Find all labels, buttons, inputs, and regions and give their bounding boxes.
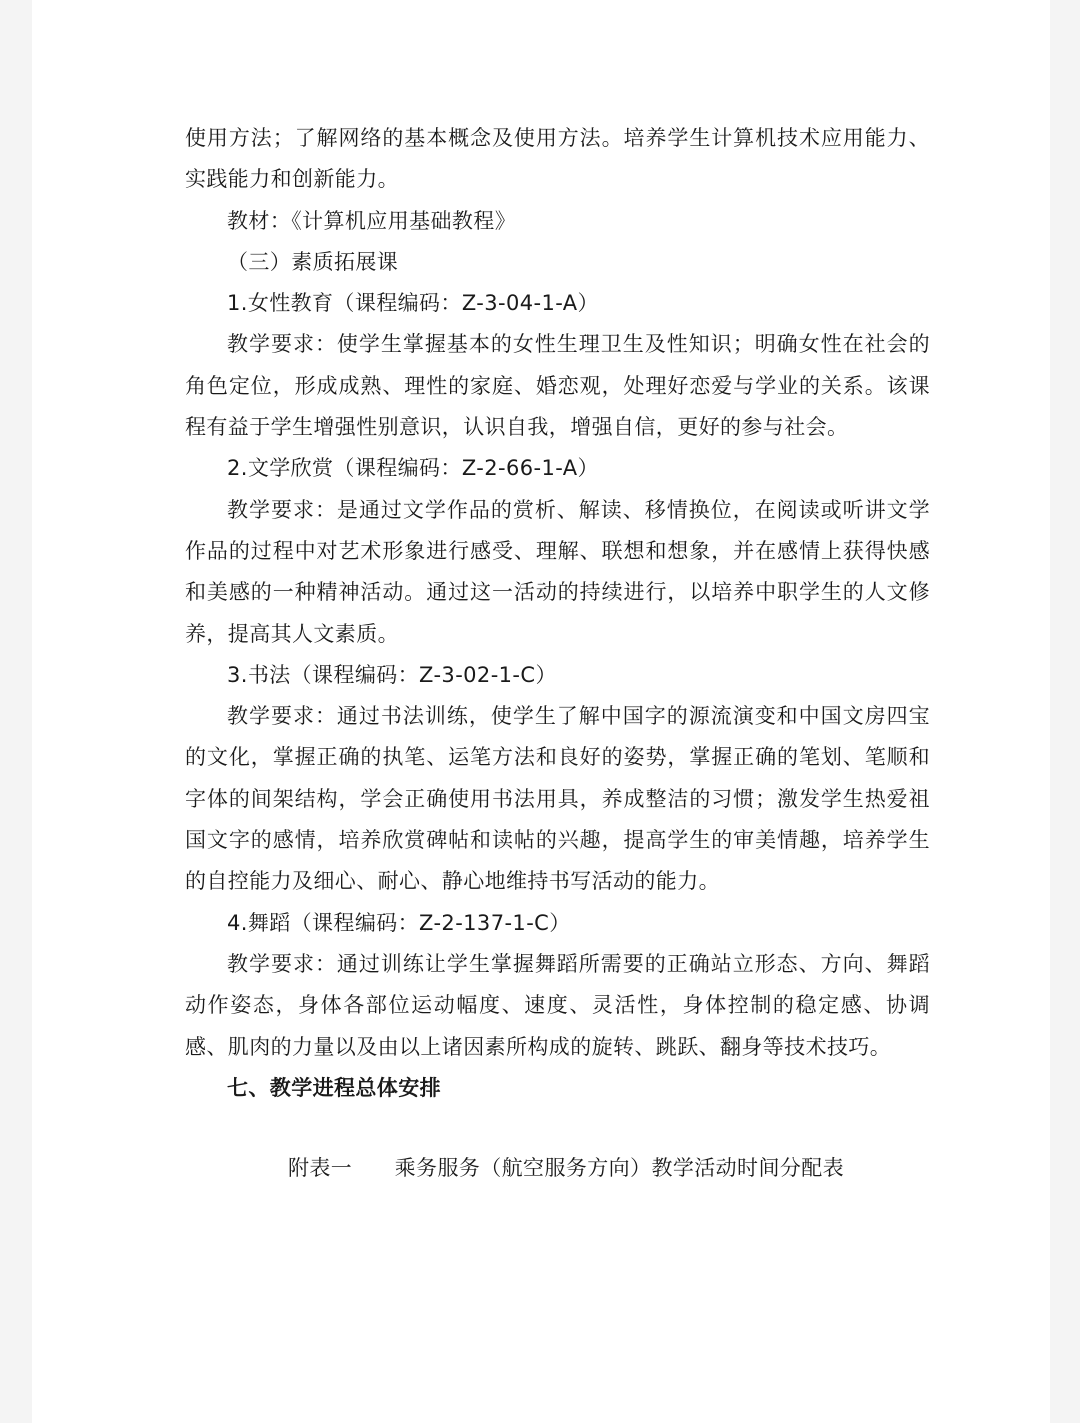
course-requirement-dance: 教学要求：通过训练让学生掌握舞蹈所需要的正确站立形态、方向、舞蹈动作姿态，身体各部位运动幅度、速度、灵活性，身体控制的稳定感、协调感、肌肉的力量以及由以上诸因素所构成的旋转、跳跃、翻身等技术技巧。 <box>185 951 930 1059</box>
subsection-heading-quality-courses: （三）素质拓展课 <box>227 249 399 274</box>
table-caption-title: 乘务服务（航空服务方向）教学活动时间分配表 <box>394 1156 845 1180</box>
course-heading-women-education: 1.女性教育（课程编码：Z-3-04-1-A） <box>227 291 599 316</box>
table-caption <box>288 1148 844 1189</box>
course-heading-literature: 2.文学欣赏（课程编码：Z-2-66-1-A） <box>227 456 599 481</box>
course-requirement-literature: 教学要求：是通过文学作品的赏析、解读、移情换位，在阅读或听讲文学作品的过程中对艺术形象进行感受、理解、联想和想象，并在感情上获得快感和美感的一种精神活动。通过这一活动的持续进行，以培养中职学生的人文修养，提高其人文素质。 <box>185 497 930 646</box>
course-heading-dance: 4.舞蹈（课程编码：Z-2-137-1-C） <box>227 910 571 935</box>
course-heading-calligraphy: 3.书法（课程编码：Z-3-02-1-C） <box>227 662 557 687</box>
document-page <box>32 0 1050 1423</box>
table-caption-label: 附表一 <box>288 1156 353 1180</box>
course-requirement-calligraphy: 教学要求：通过书法训练，使学生了解中国字的源流演变和中国文房四宝的文化，掌握正确的执笔、运笔方法和良好的姿势，掌握正确的笔划、笔顺和字体的间架结构，学会正确使用书法用具，养成整洁的习惯；激发学生热爱祖国文字的感情，培养欣赏碑帖和读帖的兴趣，提高学生的审美情趣，培养学生的自控能力及细心、耐心、静心地维持书写活动的能力。 <box>185 704 930 894</box>
textbook-line: 教材：《计算机应用基础教程》 <box>227 208 517 233</box>
paragraph-computer-usage: 使用方法；了解网络的基本概念及使用方法。培养学生计算机技术应用能力、实践能力和创新能力。 <box>185 126 930 192</box>
section-heading-teaching-schedule: 七、教学进程总体安排 <box>227 1075 441 1100</box>
document-body <box>185 118 930 1109</box>
course-requirement-women-education: 教学要求：使学生掌握基本的女性生理卫生及性知识；明确女性在社会的角色定位，形成成熟、理性的家庭、婚恋观，处理好恋爱与学业的关系。该课程有益于学生增强性别意识，认识自我，增强自信，更好的参与社会。 <box>185 332 930 440</box>
